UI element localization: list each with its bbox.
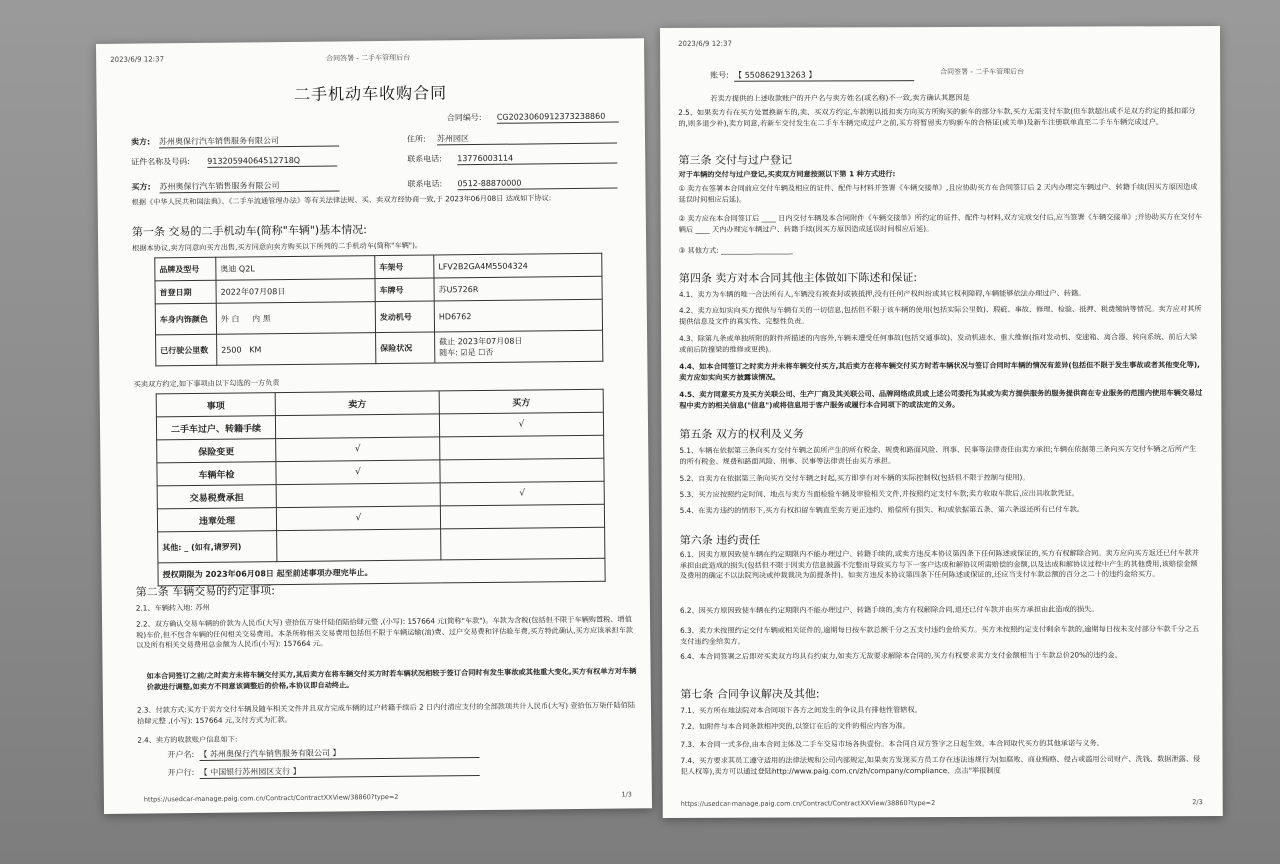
vehicle-info-table <box>154 253 603 367</box>
clause-4-1: 4.1、卖方为车辆的唯一合法所有人,车辆没有被查封或被抵押,没有任何产权纠纷或其它权利障碍,车辆能够依法办理过户、转籍。 <box>678 288 1086 299</box>
duty-item: 其他: _ (如有,请罗列) <box>158 531 277 563</box>
insurance-date: 截止 2023年07月08日 <box>439 336 523 347</box>
clause-2-5: 2.5、如果卖方有在买方处置换新车的,卖、买双方约定,车款刚以抵扣卖方向买方所购买的新车的部分车款,买方无需支付车款(但车款超出或不足双方约定的抵扣部分的,则多退少补),卖方同意,若新车交付发生在二手车车辆完成过户之前,买方将暂留卖方购新车的合格证(或关单)及新车注册联单直至二手车车辆完成过户。 <box>678 106 1196 128</box>
color-label: 车身内饰颜色 <box>155 303 216 335</box>
plate-value: 苏U5726R <box>434 276 602 301</box>
address-label: 住所: <box>406 134 426 144</box>
clause-7-2: 7.2、如附件与本合同条款相冲突的,以签订在后的文件的相应内容为准。 <box>680 721 910 731</box>
contract-title: 二手机动车收购合同 <box>293 83 448 104</box>
footer-page-number: 1/3 <box>621 790 632 799</box>
duty-buyer-check <box>440 435 604 460</box>
duty-item: 违章处理 <box>157 508 276 532</box>
section-1-title: 第一条 交易的二手机动车(简称"车辆")基本情况: <box>131 223 367 239</box>
section-3-intro: 对于车辆的交付与过户登记,买卖双方同意按照以下第 1 种方式进行: <box>678 169 896 179</box>
duty-header-buyer: 买方 <box>439 389 603 414</box>
buyer-phone-label: 联系电话: <box>407 179 443 189</box>
duty-seller-check: √ <box>276 437 440 462</box>
account-bank-label: 开户行: <box>167 768 195 778</box>
duty-buyer-check <box>440 458 604 483</box>
clause-2-3: 2.3、付款方式:买方于卖方交付车辆及随车相关文件并且双方完成车辆的过户转籍手续后 2 日内付清应支付的全部款项共计人民币(大写) 壹拾伍万柒仟陆佰陆拾肆元整 ,(小写): 157664 元,支付方式为汇款。 <box>136 700 636 726</box>
plate-label: 车牌号 <box>375 278 434 302</box>
address-value: 苏州园区 <box>437 132 617 146</box>
clause-6-3: 6.3、卖方未按照约定交付车辆或相关证件的,逾期每日按车款总额千分之五支付违约金给买方。买方未按照约定支付剩余车款的,逾期每日按未支付部分车款千分之五支付违约金给卖方。 <box>680 624 1200 646</box>
contract-no-label: 合同编号: <box>446 112 482 123</box>
footer-url: https://usedcar-manage.paig.com.cn/Contract/ContractXXView/38860?type=2 <box>143 792 399 804</box>
duty-buyer-check: √ <box>439 412 603 437</box>
duty-item: 车辆年检 <box>157 462 276 486</box>
clause-4-2: 4.2、卖方应如实向买方提供与车辆有关的一切信息,包括但不限于该车辆的使用(包括实际公里数)、瑕疵、事故、修理、检验、抵押、税费缴纳等情况。卖方应对其所提供信息及文件的真实性、完整性负责。 <box>678 304 1202 326</box>
vin-label: 车架号 <box>375 255 434 279</box>
clause-7-4: 7.4、买方要求其员工遵守适用的法律法规和公司内部规定,如果卖方发现买方员工存在违法违规行为(如腐败、商业贿赂、侵占或滥用公司财产、洗钱、数据泄露、侵犯人权等),卖方可以通过登陆http://www.paig.com.cn/zh/company/compliance、点击"举报制度 <box>680 754 1201 776</box>
account-name: 【 苏州奥保行汽车销售服务有限公司 】 <box>199 746 479 761</box>
section-3-title: 第三条 交付与过户登记 <box>678 153 792 167</box>
duty-deadline: 授权期限为 2023年06月08日 起至前述事项办理完毕止。 <box>158 558 605 586</box>
color-cell <box>216 302 375 335</box>
duty-seller-check <box>276 483 440 508</box>
contract-page-2 <box>660 26 1223 818</box>
section-4-title: 第四条 卖方对本合同其他主体做如下陈述和保证: <box>678 271 918 285</box>
section-1-intro: 根据本协议,卖方同意向买方出售,买方同意向卖方购买以下所列的二手机动车(简称"车辆")。 <box>132 240 423 253</box>
reg-date-value: 2022年07月08日 <box>216 279 375 304</box>
engine-value: HD6762 <box>434 299 602 332</box>
duty-buyer-check: √ <box>440 481 604 506</box>
exterior-color: 外 白 <box>220 314 240 324</box>
clause-5-1: 5.1、车辆在依据第三条向买方交付车辆之前所产生的所有税金、规费和路面风险、刑事、民事等法律责任由卖方承担;车辆在依据第三条向买方交付车辆之后所产生的所有税金、规费和路面风险、刑事、民事等法律责任由买方承担。 <box>679 444 1197 466</box>
clause-4-4: 4.4、如本合同签订之时卖方并未将车辆交付买方,其后卖方在将车辆交付买方时若车辆状况与签订合同时车辆的情况有差异(包括但不限于发生事故或者其他变化等),卖方应如实向买方披露该情况。 <box>679 360 1200 382</box>
engine-label: 发动机号 <box>375 301 434 333</box>
clause-2-2: 2.2、双方确认交易车辆的价款为人民币(大写) 壹拾伍万柒仟陆佰陆拾肆元整 ,(小写): 157664 元(简称"车款")。车款为含税(包括但不限于车辆购置税、增值税)车价,但不包含车辆的任何相关交易费用。本条所称相关交易费用包括但不限于车辆运输(油)费、过户交易费和评估验车费,买方特此确认,买方应该承担车款以及所有相关交易费用总金额为人民币(小写): 157664 元。 <box>136 614 634 650</box>
duty-header-item: 事项 <box>156 393 275 417</box>
duty-buyer-check <box>441 527 605 560</box>
print-header-title: 合同答署 - 二手车管理后台 <box>326 53 411 63</box>
clause-7-3: 7.3、本合同一式多份,由本合同主体及二手车交易市场各执壹份。本合同自双方签字之日起生效。本合同取代买方的其他承诺与义务。 <box>680 738 1104 749</box>
duty-buyer-check <box>440 504 604 529</box>
mileage-value: 2500 <box>221 344 242 355</box>
clause-5-4: 5.4、在卖方违约的情形下,买方有权扣留车辆直至卖方更正违约、赔偿所有损失、和/或依据第五条、第六条返还所有已付车款。 <box>679 504 1084 515</box>
clause-2-2-note: 如本合同签订之前/之时卖方未将车辆交付买方,其后卖方在将车辆交付买方时若车辆状况相较于签订合同时有发生事故或其他重大变化,买方有权单方对车辆价款进行调整,如卖方不同意该调整后的价格,本协议即自动终止。 <box>146 666 637 692</box>
phone-value: 13776003114 <box>457 152 617 166</box>
buyer-name: 苏州奥保行汽车销售服务有限公司 <box>159 179 339 193</box>
account-number: 【 550862913263 】 <box>734 69 914 82</box>
insurance-cell <box>435 330 603 363</box>
print-timestamp: 2023/6/9 12:37 <box>678 39 732 48</box>
clause-2-1: 2.1、车辆转入地: 苏州 <box>135 602 210 613</box>
account-name-label: 开户名: <box>167 750 195 760</box>
mileage-unit: KM <box>249 344 262 354</box>
print-header-title: 合同签署 - 二手车管理后台 <box>940 67 1025 77</box>
clause-6-4: 6.4、本合同签署之后即对买卖双方均具有约束力,如卖方无故要求解除本合同的,买方有权要求卖方支付金额相当于车款总价20%的违约金。 <box>680 650 1122 661</box>
clause-6-2: 6.2、因买方原因致使车辆在约定期限内不能办理过户、转籍手续的,卖方有权解除合同,退还已付车款并由买方承担由此造成的损失。 <box>680 604 1099 615</box>
duty-intro: 买卖双方约定,如下事项由以下勾选的一方负责 <box>133 378 280 389</box>
duty-item: 保险变更 <box>157 439 276 463</box>
insurance-follow: 随车: ☑是 ☐否 <box>439 347 494 358</box>
id-number: 91320594064512718Q <box>207 154 337 167</box>
buyer-phone-value: 0512-88870000 <box>457 177 617 191</box>
section-5-title: 第五条 双方的权利及义务 <box>679 427 804 441</box>
duty-seller-check: √ <box>276 460 440 485</box>
duty-table <box>156 389 606 587</box>
clause-3-option-3: ③ 其他方式: ____________________ <box>678 245 793 255</box>
section-6-title: 第六条 违约责任 <box>679 533 761 547</box>
id-label: 证件名称及号码: <box>131 157 190 167</box>
duty-seller-check: √ <box>276 506 440 531</box>
clause-3-option-1: ① 卖方在签署本合同前应交付车辆及相应的证件、配件与材料并签署《车辆交接单》,且应协助买方在合同签订后 2 天内办理完车辆过户、转籍手续(因买方原因造成延误时间相应后延)。 <box>678 182 1198 204</box>
buyer-label: 买方: <box>131 182 151 192</box>
clause-5-3: 5.3、买方应按照约定时间、地点与卖方当面检验车辆及审验相关文件,并按照约定支付车款;卖方收取车款后,应出具收款凭证。 <box>679 488 1080 499</box>
clause-2-4: 2.4、卖方的收款账户信息如下: <box>137 734 238 745</box>
clause-3-option-2: ② 卖方应在本合同签订后 ____ 日内交付车辆及本合同附件《车辆交接单》所约定的证件、配件与材料,双方完成交付后,应当签署《车辆交接单》;并协助买方在交付车辆后 ____ 天内办理完车辆过户、转籍手续(因买方原因造成延误时间相应后延)。 <box>678 212 1203 234</box>
contract-page-1 <box>96 38 652 814</box>
duty-header-seller: 卖方 <box>275 391 439 416</box>
brand-label: 品牌及型号 <box>155 257 216 281</box>
preamble: 根据《中华人民共和国法典》、《二手车流通管理办法》等有关法律法规、买、卖双方经协商一致,于 2023年06月08日 达成如下协议: <box>131 193 552 207</box>
clause-7-1: 7.1、买方所在地法院对本合同项下各方之间发生的争议具有排他性管辖权。 <box>680 705 922 715</box>
duty-item: 二手车过户、转籍手续 <box>156 416 275 440</box>
clause-4-3: 4.3、除第九条或单独所附的附件所描述的内容外,车辆未遭受任何事故(包括交通事故)、发动机进水、重大维修(指对发动机、变速箱、离合器、转向系统、前后大梁或前后防撞梁的维修或更换)。 <box>679 332 1198 354</box>
seller-label: 卖方: <box>130 137 151 147</box>
account-note: 若卖方提供的上述收款账户的开户名与卖方姓名(或名称)不一致,卖方确认其愿因是 <box>710 92 970 103</box>
brand-value: 奥迪 Q2L <box>216 256 375 281</box>
duty-item: 交易税费承担 <box>157 485 276 509</box>
mileage-cell <box>217 333 376 366</box>
print-timestamp: 2023/6/9 12:37 <box>110 55 165 64</box>
duty-seller-check <box>277 529 441 562</box>
vin-value: LFV2B2GA4M5504324 <box>434 253 602 278</box>
phone-label: 联系电话: <box>407 154 442 164</box>
account-bank: 【 中国银行苏州园区支行 】 <box>200 764 480 779</box>
clause-4-5: 4.5、卖方同意买方及买方关联公司、生产厂商及其关联公司、品牌网络成员或上述公司委托为其或为卖方提供服务的服务提供商在专业服务的范围内使用车辆交易过程中卖方的相关信息("信息")或将信息用于客户服务或履行本合同项下的或法定的义务。 <box>679 388 1203 410</box>
clause-6-1: 6.1、因卖方原因致使车辆在约定期限内不能办理过户、转籍手续的,或卖方违反本协议第四条下任何陈述或保证的,买方有权解除合同。卖方应向买方返还已付车款并承担由此造成的损失(包括但不限于因卖方信息披露不完整而导致买方与下一客户达成和解协议所需赔偿的金额,以及达成和解协议过程中产生的其他费用,该赔偿金额及费用的确定不以法院判决或仲裁裁决为前提条件)。如卖方违反本协议第四条下任何陈述或保证的,还应当支付车款总额的百分之二十的违约金给买方。 <box>679 548 1199 580</box>
account-number-label: 账号: <box>710 70 729 80</box>
section-2-title: 第二条 车辆交易的约定事项: <box>135 584 276 599</box>
insurance-label: 保险状况 <box>376 332 435 364</box>
clause-5-2: 5.2、自卖方在依据第三条向买方交付车辆之时起,买方即享有对车辆的实际控制权(包括但不限于控制与使用)。 <box>679 472 1030 483</box>
contract-no: CG20230609123732388​60 <box>497 111 619 124</box>
mileage-label: 已行驶公里数 <box>156 334 217 366</box>
footer-url: https://usedcar-manage.paig.com.cn/Contract/ContractXXView/38860?type=2 <box>680 799 936 808</box>
footer-page-number: 2/3 <box>1192 798 1203 807</box>
seller-name: 苏州奥保行汽车销售服务有限公司 <box>159 134 339 148</box>
section-7-title: 第七条 合同争议解决及其他: <box>680 687 820 701</box>
interior-color: 内 黑 <box>252 313 271 323</box>
duty-seller-check <box>275 414 439 439</box>
reg-date-label: 首登日期 <box>155 280 216 304</box>
